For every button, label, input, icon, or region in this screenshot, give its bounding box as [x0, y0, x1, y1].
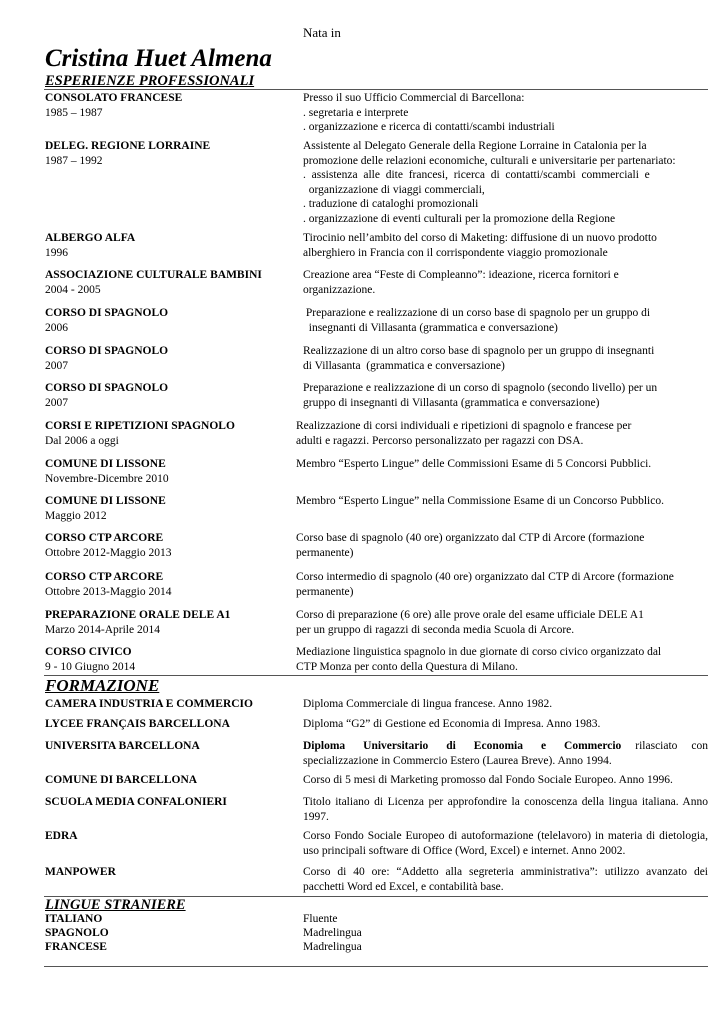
- entry-text-line: Presso il suo Ufficio Commercial di Barcellona:: [303, 92, 525, 104]
- entry-org: CORSO DI SPAGNOLO: [45, 307, 169, 319]
- entry-org: PREPARAZIONE ORALE DELE A1: [45, 609, 231, 621]
- language-name: FRANCESE: [45, 941, 107, 953]
- entry-date: Ottobre 2012-Maggio 2013: [45, 546, 172, 559]
- entry-org: LYCEE FRANÇAIS BARCELLONA: [45, 718, 230, 730]
- entry-org: CORSO CTP ARCORE: [45, 532, 164, 544]
- entry-text-line: . assistenza alle dite francesi, ricerca di contatti/scambi commerciali e: [303, 169, 650, 181]
- section-title-education: FORMAZIONE: [45, 676, 160, 695]
- entry-org: SCUOLA MEDIA CONFALONIERI: [45, 796, 227, 808]
- entry-text-line: adulti e ragazzi. Percorso personalizzato per ragazzi con DSA.: [296, 434, 584, 447]
- entry-text-line: Membro “Esperto Lingue” delle Commissioni Esame di 5 Concorsi Pubblici.: [296, 458, 652, 470]
- entry-date: 9 - 10 Giugno 2014: [45, 660, 136, 673]
- language-name: SPAGNOLO: [45, 927, 109, 939]
- divider: [44, 966, 708, 967]
- entry-org: ALBERGO ALFA: [45, 232, 136, 244]
- language-level: Fluente: [303, 913, 338, 925]
- entry-org: EDRA: [45, 830, 78, 842]
- entry-text-line: . segretaria e interprete: [303, 106, 409, 119]
- entry-org: CORSO CIVICO: [45, 646, 132, 658]
- entry-date: 1985 – 1987: [45, 106, 103, 119]
- entry-text: Diploma Commerciale di lingua francese. Anno 1982.: [303, 698, 553, 710]
- entry-text: rilasciato con specializzazione in Commercio Estero (Laurea Breve). Anno 1994.: [303, 740, 708, 767]
- entry-text-line: . organizzazione di eventi culturali per la promozione della Regione: [303, 212, 616, 225]
- entry-text-line: Preparazione e realizzazione di un corso di spagnolo (secondo livello) per un: [303, 382, 658, 394]
- entry-text-line: Assistente al Delegato Generale della Regione Lorraine in Catalonia per la: [303, 140, 647, 152]
- entry-text-line: . traduzione di cataloghi promozionali: [303, 198, 479, 210]
- entry-org: COMUNE DI LISSONE: [45, 495, 166, 507]
- entry-org: MANPOWER: [45, 866, 116, 878]
- entry-text: Corso di 5 mesi di Marketing promosso dal Fondo Sociale Europeo. Anno 1996.: [303, 774, 673, 786]
- entry-text-line: Corso di preparazione (6 ore) alle prove orale del esame ufficiale DELE A1: [296, 609, 644, 621]
- entry-text-line: organizzazione.: [303, 283, 376, 296]
- entry-org: CORSI E RIPETIZIONI SPAGNOLO: [45, 420, 235, 432]
- entry-org: UNIVERSITA BARCELLONA: [45, 740, 200, 752]
- entry-org: CONSOLATO FRANCESE: [45, 92, 183, 104]
- entry-org: CAMERA INDUSTRIA E COMMERCIO: [45, 698, 253, 710]
- entry-date: Ottobre 2013-Maggio 2014: [45, 585, 172, 598]
- entry-text-line: Preparazione e realizzazione di un corso base di spagnolo per un gruppo di: [303, 307, 651, 319]
- entry-text-line: insegnanti di Villasanta (grammatica e conversazione): [303, 321, 558, 334]
- entry-text: Titolo italiano di Licenza per approfondire la conoscenza della lingua italiana. Anno 1997.: [303, 796, 708, 823]
- entry-org: CORSO CTP ARCORE: [45, 571, 164, 583]
- entry-date: Novembre-Dicembre 2010: [45, 472, 169, 485]
- entry-text: Diploma “G2” di Gestione ed Economia di Impresa. Anno 1983.: [303, 718, 601, 730]
- candidate-name: Cristina Huet Almena: [45, 45, 272, 72]
- divider: [44, 89, 708, 90]
- entry-text-line: Membro “Esperto Lingue” nella Commissione Esame di un Concorso Pubblico.: [296, 495, 664, 507]
- entry-text-line: permanente): [296, 585, 354, 598]
- entry-text-bold: Diploma Universitario di Economia e Commercio: [303, 740, 622, 752]
- entry-text-line: per un gruppo di ragazzi di seconda media Scuola di Arcore.: [296, 623, 575, 636]
- entry-org: COMUNE DI BARCELLONA: [45, 774, 198, 786]
- entry-org: ASSOCIAZIONE CULTURALE BAMBINI: [45, 269, 262, 281]
- language-level: Madrelingua: [303, 941, 362, 953]
- entry-text-line: . organizzazione e ricerca di contatti/scambi industriali: [303, 121, 555, 133]
- entry-text-line: Creazione area “Feste di Compleanno”: ideazione, ricerca fornitori e: [303, 269, 619, 281]
- entry-text-line: Corso intermedio di spagnolo (40 ore) organizzato dal CTP di Arcore (formazione: [296, 571, 674, 583]
- entry-text-line: di Villasanta (grammatica e conversazione): [303, 359, 505, 372]
- entry-text: Corso di 40 ore: “Addetto alla segreteria amministrativa”: utilizzo avanzato dei pacchetti Word ed Excel, e contabilità base.: [303, 866, 708, 893]
- entry-org: COMUNE DI LISSONE: [45, 458, 166, 470]
- entry-text-line: Tirocinio nell’ambito del corso di Maketing: diffusione di un nuovo prodotto: [303, 232, 657, 244]
- section-title-experience: ESPERIENZE PROFESSIONALI: [45, 73, 255, 89]
- entry-text-line: Realizzazione di corsi individuali e ripetizioni di spagnolo e francese per: [296, 420, 632, 432]
- entry-date: 2007: [45, 359, 68, 372]
- entry-org: CORSO DI SPAGNOLO: [45, 345, 169, 357]
- entry-text-line: alberghiero in Francia con il corrispondente viaggio promozionale: [303, 246, 608, 259]
- language-level: Madrelingua: [303, 927, 362, 939]
- section-title-languages: LINGUE STRANIERE: [45, 897, 186, 913]
- entry-text-line: gruppo di insegnanti di Villasanta (grammatica e conversazione): [303, 396, 600, 409]
- entry-date: 1987 – 1992: [45, 154, 103, 167]
- entry-text-line: organizzazione di viaggi commerciali,: [303, 183, 485, 196]
- entry-org: CORSO DI SPAGNOLO: [45, 382, 169, 394]
- entry-text-line: Corso base di spagnolo (40 ore) organizzato dal CTP di Arcore (formazione: [296, 532, 645, 544]
- entry-text: Corso Fondo Sociale Europeo di autoformazione (telelavoro) in materia di dietologia, uso principali software di Office (Word, Excel) e internet. Anno 2002.: [303, 830, 708, 857]
- entry-org: DELEG. REGIONE LORRAINE: [45, 140, 211, 152]
- entry-date: 2006: [45, 321, 68, 334]
- entry-text-line: permanente): [296, 546, 354, 559]
- language-name: ITALIANO: [45, 913, 103, 925]
- entry-date: Dal 2006 a oggi: [45, 434, 119, 447]
- entry-text-line: CTP Monza per conto della Questura di Milano.: [296, 660, 518, 673]
- entry-date: 2004 - 2005: [45, 283, 101, 296]
- birth-place-label: Nata in: [303, 25, 341, 40]
- entry-text-line: promozione delle relazioni economiche, culturali e universitarie per partenariato:: [303, 154, 676, 167]
- entry-date: 2007: [45, 396, 68, 409]
- entry-date: Maggio 2012: [45, 509, 107, 522]
- entry-date: Marzo 2014-Aprile 2014: [45, 623, 160, 636]
- entry-text-line: Mediazione linguistica spagnolo in due giornate di corso civico organizzato dal: [296, 646, 662, 658]
- entry-text-line: Realizzazione di un altro corso base di spagnolo per un gruppo di insegnanti: [303, 345, 655, 357]
- entry-date: 1996: [45, 246, 68, 259]
